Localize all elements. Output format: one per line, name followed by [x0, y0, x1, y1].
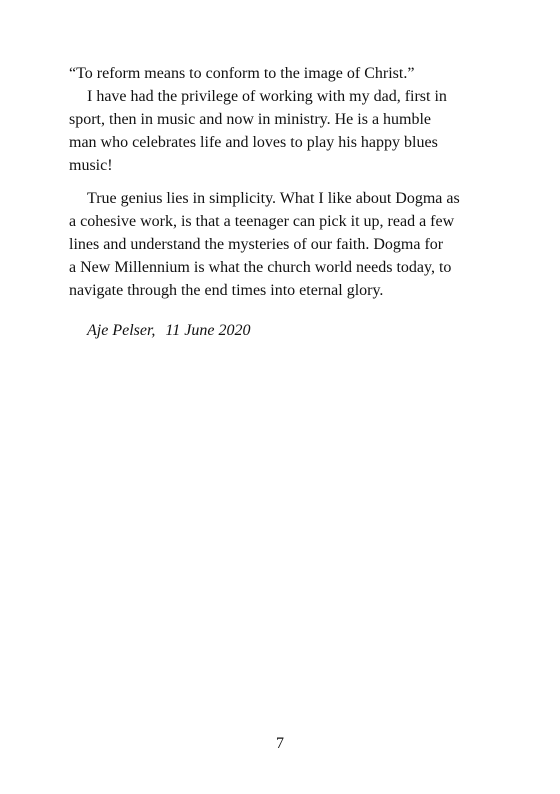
- text-line: “To reform means to conform to the image of Christ.”: [69, 65, 415, 82]
- paragraph-quote-and-tribute: [69, 62, 509, 177]
- paragraph-genius-simplicity: [69, 187, 509, 302]
- text-line: a cohesive work, is that a teenager can pick it up, read a few: [69, 213, 455, 230]
- signature-line: [87, 319, 250, 342]
- signature-author: Aje Pelser,: [87, 322, 156, 339]
- text-line: navigate through the end times into eternal glory.: [69, 282, 384, 299]
- text-line: I have had the privilege of working with my dad, first in: [87, 88, 447, 105]
- text-line: True genius lies in simplicity. What I like about Dogma as: [87, 190, 460, 207]
- text-line: a New Millennium is what the church world needs today, to: [69, 259, 452, 276]
- page-number: 7: [276, 735, 284, 752]
- text-line: man who celebrates life and loves to play his happy blues: [69, 134, 438, 151]
- text-line: music!: [69, 157, 113, 174]
- text-line: sport, then in music and now in ministry. He is a humble: [69, 111, 432, 128]
- signature-date: 11 June 2020: [165, 322, 251, 339]
- text-line: lines and understand the mysteries of our faith. Dogma for: [69, 236, 444, 253]
